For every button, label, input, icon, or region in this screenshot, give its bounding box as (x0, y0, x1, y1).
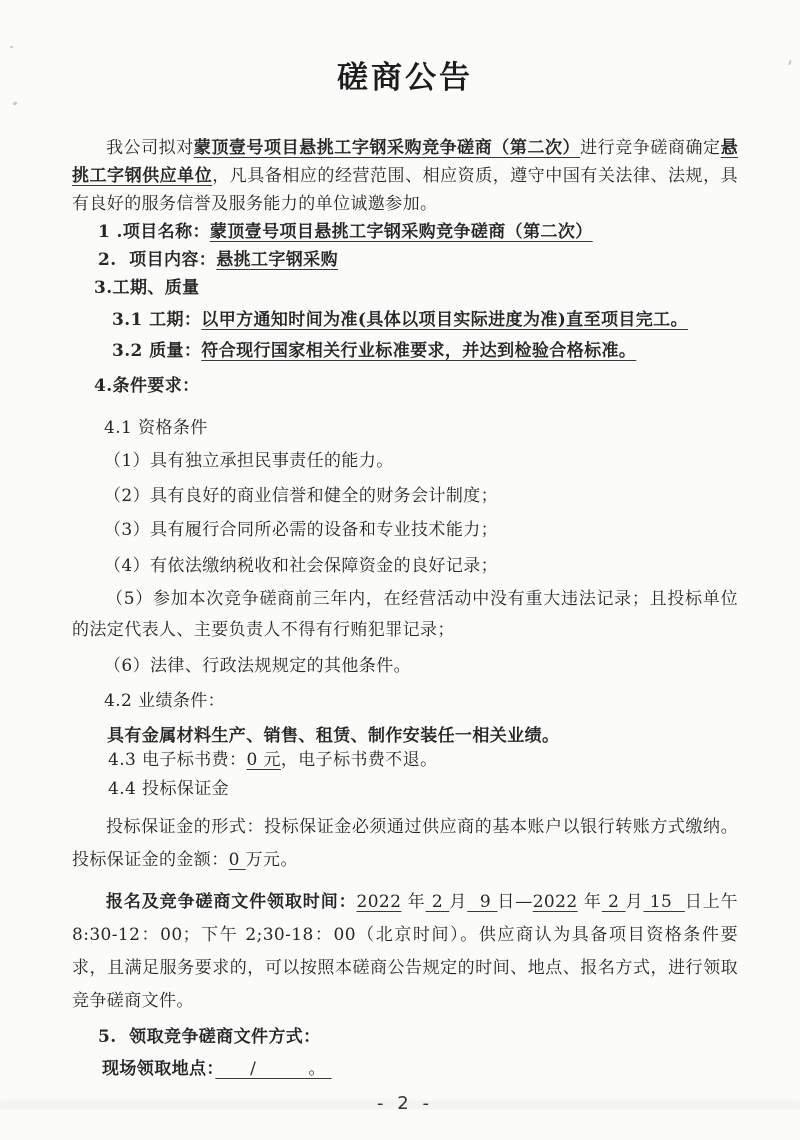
reg-t2: 月 (449, 892, 468, 912)
bid-bond-form-text: 投标保证金的形式：投标保证金必须通过供应商的基本账户以银行转账方式缴纳。投标保证金的金额： (72, 817, 738, 870)
item-tender-fee (108, 746, 738, 774)
reg-day2: 15 (643, 892, 685, 912)
supplier-underlined: 悬挑工字钢供应单位 (72, 138, 738, 186)
scan-texture-band (0, 1100, 800, 1109)
item-quality-label: 3.2 质量： (112, 341, 202, 361)
onsite-location (102, 1055, 738, 1083)
item-quality-value: 符合现行国家相关行业标准要求，并达到检验合格标准。 (201, 341, 637, 361)
item-project-name (98, 218, 738, 246)
heading-schedule-quality: 3.工期、质量 (94, 278, 200, 298)
reg-month2: 2 (601, 892, 626, 912)
heading-collect-method: 5. 领取竞争磋商文件方式： (98, 1027, 321, 1047)
reg-year2: 2022 (532, 892, 578, 912)
condition-1: （1）具有独立承担民事责任的能力。 (104, 451, 394, 471)
reg-tail: 日上午 8:30-12：00；下午 2;30-18：00（北京时间）。供应商认为具备项目资格条件要求，且满足服务要求的，可以按照本磋商公告规定的时间、地点、报名方式，进行领取竞争磋商文件。 (72, 892, 739, 1011)
reg-day1: 9 (467, 892, 498, 912)
condition-4: （4）有依法缴纳税收和社会保障资金的良好记录； (104, 556, 499, 576)
heading-requirements: 4.条件要求： (94, 376, 200, 396)
item-duration (112, 306, 738, 334)
item-project-content-value: 悬挑工字钢采购 (216, 250, 338, 270)
onsite-location-blank: / 。 (215, 1059, 332, 1079)
project-name-underlined: 蒙顶壹号项目悬挑工字钢采购竞争磋商（第二次） (193, 138, 581, 158)
item-project-name-value: 蒙顶壹号项目悬挑工字钢采购竞争磋商（第二次） (209, 222, 593, 242)
registration-paragraph (72, 886, 738, 1018)
performance-statement: 具有金属材料生产、销售、租赁、制作安装任一相关业绩。 (107, 726, 560, 746)
condition-6: （6）法律、行政法规规定的其他条件。 (104, 656, 412, 676)
item-duration-label: 3.1 工期： (112, 310, 202, 330)
intro-tail: ，凡具备相应的经营范围、相应资质，遵守中国有关法律、法规，具有良好的服务信誉及服务能力的单位诚邀参加。 (72, 166, 739, 214)
heading-bid-bond: 4.4 投标保证金 (108, 779, 230, 799)
scan-speck (13, 101, 18, 106)
intro-mid: 进行竞争磋商确定 (580, 138, 721, 158)
item-duration-value: 以甲方通知时间为准(具体以项目实际进度为准)直至项目完工。 (201, 310, 688, 330)
reg-year1: 2022 (356, 892, 402, 912)
page-number: - 2 - (377, 1093, 433, 1114)
condition-3: （3）具有履行合同所必需的设备和专业技术能力； (104, 520, 499, 540)
reg-t4: 年 (577, 892, 602, 912)
reg-t3: 日— (497, 892, 533, 912)
scan-speck (788, 60, 792, 65)
reg-t5: 月 (625, 892, 644, 912)
heading-performance: 4.2 业绩条件： (104, 691, 226, 711)
item-quality (112, 337, 738, 365)
scan-speck (10, 46, 13, 48)
reg-month1: 2 (425, 892, 450, 912)
condition-2: （2）具有良好的商业信誉和健全的财务会计制度； (104, 486, 499, 506)
page-title: 磋商公告 (337, 60, 473, 96)
item-project-name-label: 1 .项目名称： (98, 222, 210, 242)
tender-fee-amount: 0 元 (246, 750, 281, 770)
item-project-content (98, 246, 738, 274)
bid-bond-amount: 0 (228, 850, 246, 870)
registration-label: 报名及竞争磋商文件领取时间： (106, 892, 357, 912)
bid-bond-tail: 万元。 (245, 850, 298, 870)
reg-t1: 年 (401, 892, 426, 912)
item-project-content-label: 2. 项目内容： (98, 250, 217, 270)
intro-paragraph (72, 134, 738, 218)
tender-fee-tail: ，电子标书费不退。 (280, 750, 438, 770)
condition-5: （5）参加本次竞争磋商前三年内，在经营活动中没有重大违法记录；且投标单位的法定代表人、主要负责人不得有行贿犯罪记录； (72, 589, 738, 640)
onsite-location-label: 现场领取地点： (102, 1059, 216, 1079)
heading-qualification: 4.1 资格条件 (104, 418, 208, 438)
intro-lead: 我公司拟对 (106, 138, 194, 158)
tender-fee-label: 4.3 电子标书费： (108, 750, 247, 770)
bid-bond-paragraph (72, 811, 738, 877)
